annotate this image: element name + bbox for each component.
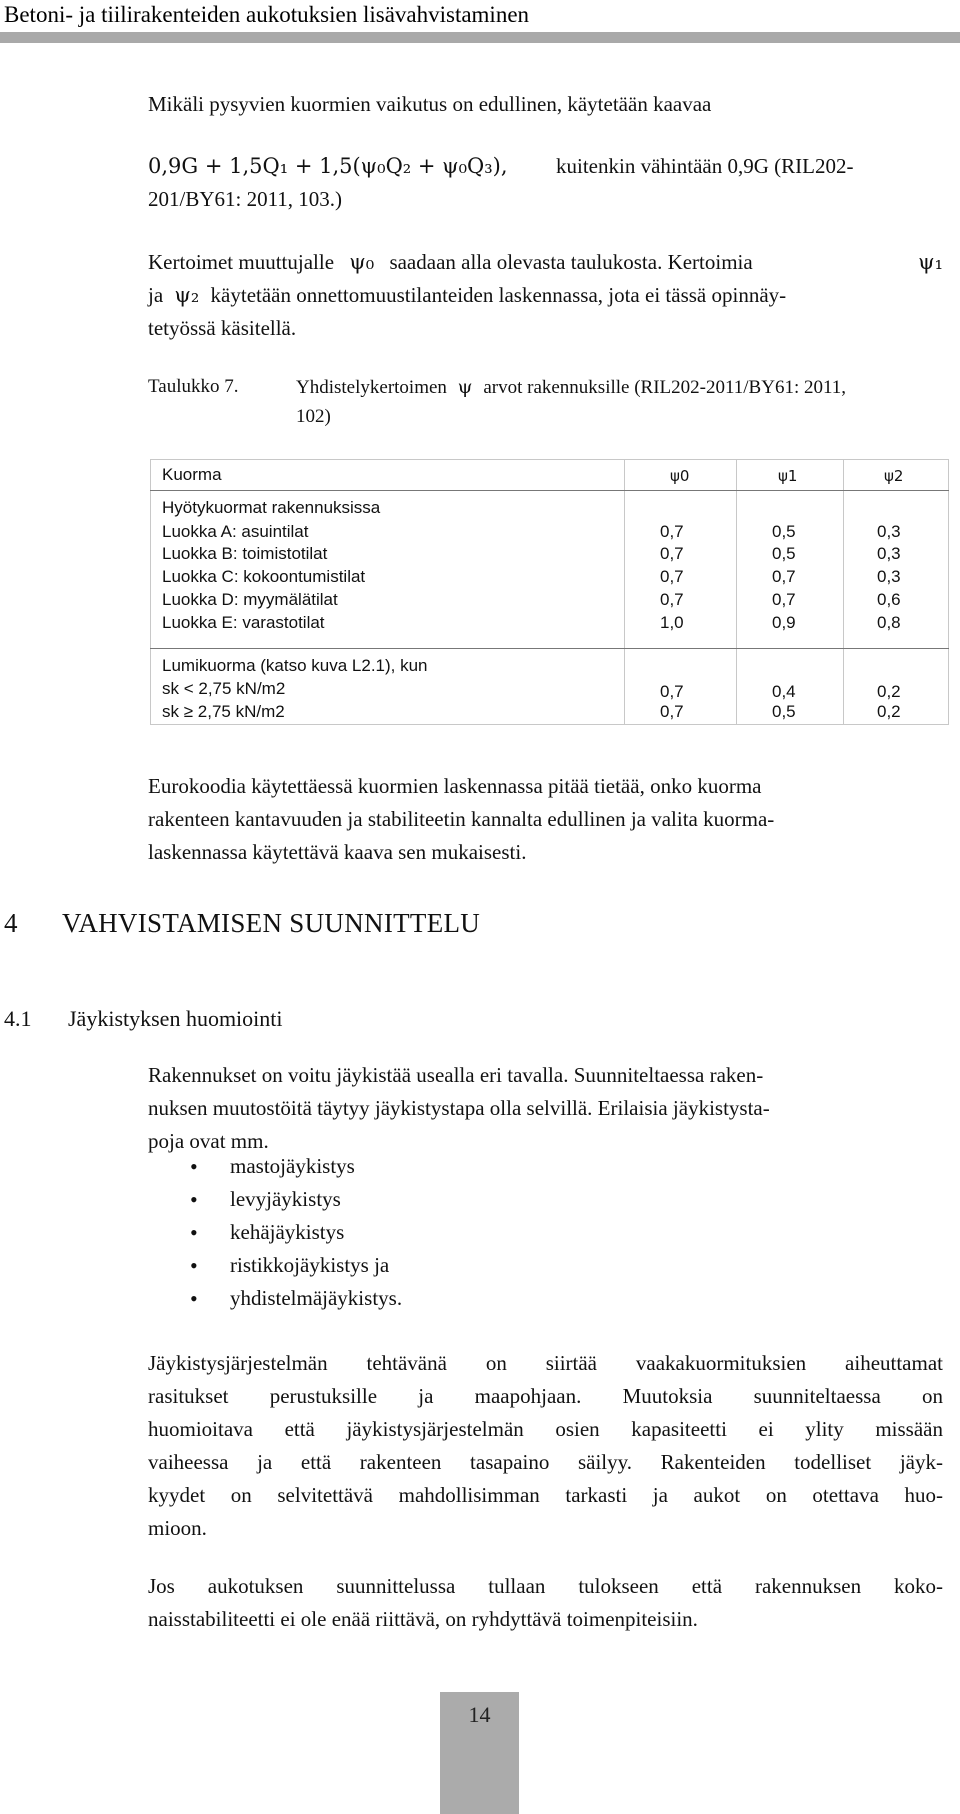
- paragraph-eurocode: [148, 770, 943, 869]
- table-cell: Luokka E: varastotilat: [162, 613, 325, 632]
- table-cell: 0,5: [772, 522, 796, 541]
- caption-fragment: Yhdistelykertoimen: [296, 377, 447, 398]
- paragraph-stability: [148, 1570, 943, 1636]
- caption-reference: 102): [296, 406, 331, 427]
- table-cell: 0,4: [772, 682, 796, 701]
- table-cell: sk ≥ 2,75 kN/m2: [162, 702, 285, 721]
- table-cell: Luokka D: myymälätilat: [162, 590, 338, 609]
- list-item: • ristikkojäykistys ja: [190, 1249, 402, 1282]
- table-header-kuorma: Kuorma: [162, 465, 222, 484]
- stiffening-types-list: [190, 1150, 402, 1315]
- table-header-psi0: ψ0: [670, 467, 690, 485]
- psi2-symbol: ψ₂: [174, 283, 200, 307]
- table-cell: 0,7: [772, 567, 796, 586]
- page-number: 14: [468, 1702, 491, 1727]
- paragraph-line: huomioitava että jäykistysjärjestelmän osien kapasiteetti ei ylity missään: [148, 1417, 943, 1441]
- table-cell: Luokka B: toimistotilat: [162, 544, 328, 563]
- paragraph-coefficients-line2: [148, 279, 943, 312]
- paragraph-line: Jos aukotuksen suunnittelussa tullaan tulokseen että rakennuksen koko-: [148, 1574, 943, 1598]
- section-heading: [4, 908, 480, 939]
- paragraph-line: vaiheessa ja että rakenteen tasapaino säilyy. Rakenteiden todelliset jäyk-: [148, 1450, 943, 1474]
- table-cell: Luokka A: asuintilat: [162, 522, 309, 541]
- table-divider: [736, 459, 737, 725]
- table-cell: 1,0: [660, 613, 684, 632]
- table-cell: 0,6: [877, 590, 901, 609]
- text-fragment: saadaan alla olevasta taulukosta. Kertoimia: [389, 250, 753, 274]
- table-cell: 0,7: [660, 544, 684, 563]
- table-cell: 0,7: [660, 567, 684, 586]
- table-group-title: Hyötykuormat rakennuksissa: [162, 498, 381, 517]
- table-divider: [843, 459, 844, 725]
- caption-fragment: arvot rakennuksille (RIL202-2011/BY61: 2011,: [483, 377, 847, 398]
- table-border: [948, 459, 949, 725]
- paragraph-line: laskennassa käytettävä kaava sen mukaisesti.: [148, 840, 527, 864]
- table-cell: 0,2: [877, 682, 901, 701]
- table-divider: [150, 490, 949, 491]
- subsection-heading: [4, 1006, 283, 1032]
- table-group-title: Lumikuorma (katso kuva L2.1), kun: [162, 656, 428, 675]
- subsection-title: Jäykistyksen huomiointi: [68, 1006, 283, 1031]
- table-border: [150, 459, 949, 460]
- section-title: VAHVISTAMISEN SUUNNITTELU: [62, 908, 481, 938]
- table-border: [150, 724, 949, 725]
- formula-line: [148, 150, 943, 183]
- table-divider: [150, 648, 949, 649]
- paragraph-line: Rakennukset on voitu jäykistää usealla eri tavalla. Suunniteltaessa raken-: [148, 1063, 764, 1087]
- table-header-psi2: ψ2: [884, 467, 904, 485]
- paragraph-line: poja ovat mm.: [148, 1129, 269, 1153]
- paragraph-intro: Mikäli pysyvien kuormien vaikutus on edullinen, käytetään kaavaa: [148, 92, 712, 116]
- table-cell: Luokka C: kokoontumistilat: [162, 567, 366, 586]
- list-item: • mastojäykistys: [190, 1150, 402, 1183]
- section-number: 4: [4, 908, 18, 938]
- text-fragment: käytetään onnettomuustilanteiden laskennassa, jota ei tässä opinnäy-: [210, 283, 787, 307]
- list-item: • kehäjäykistys: [190, 1216, 402, 1249]
- caption-label: Taulukko 7.: [148, 376, 239, 397]
- list-item: • yhdistelmäjäykistys.: [190, 1282, 402, 1315]
- paragraph-line: naisstabiliteetti ei ole enää riittävä, on ryhdyttävä toimenpiteisiin.: [148, 1607, 698, 1631]
- caption-psi-symbol: ψ: [457, 376, 473, 398]
- table-cell: 0,7: [660, 682, 684, 701]
- table-cell: 0,7: [660, 702, 684, 721]
- paragraph-line: rakenteen kantavuuden ja stabiliteetin kannalta edullinen ja valita kuorma-: [148, 807, 775, 831]
- list-item: • levyjäykistys: [190, 1183, 402, 1216]
- paragraph-line: rasitukset perustuksille ja maapohjaan. Muutoksia suunniteltaessa on: [148, 1384, 943, 1408]
- table-cell: sk < 2,75 kN/m2: [162, 679, 286, 698]
- paragraph-line: mioon.: [148, 1516, 207, 1540]
- table-cell: 0,5: [772, 544, 796, 563]
- paragraph-line: nuksen muutostöitä täytyy jäykistystapa olla selvillä. Erilaisia jäykistysta-: [148, 1096, 770, 1120]
- coefficient-table: [150, 459, 949, 725]
- page-number-box: [440, 1692, 519, 1814]
- table-cell: 0,7: [772, 590, 796, 609]
- caption-text: [296, 372, 943, 403]
- paragraph-line: Jäykistysjärjestelmän tehtävänä on siirtää vaakakuormituksien aiheuttamat: [148, 1351, 943, 1375]
- table-cell: 0,3: [877, 522, 901, 541]
- paragraph-line: kyydet on selvitettävä mahdollisimman tarkasti ja aukot on otettava huo-: [148, 1483, 943, 1507]
- table-cell: 0,5: [772, 702, 796, 721]
- table-cell: 0,3: [877, 544, 901, 563]
- header-rule: [0, 32, 960, 43]
- table-cell: 0,9: [772, 613, 796, 632]
- formula: 0,9G + 1,5Q₁ + 1,5(ψ₀Q₂ + ψ₀Q₃),: [148, 154, 508, 178]
- paragraph-coefficients-line3: tetyössä käsitellä.: [148, 316, 297, 340]
- table-cell: 0,7: [660, 590, 684, 609]
- document-header-title: Betoni- ja tiilirakenteiden aukotuksien lisävahvistaminen: [4, 2, 530, 27]
- table-header-psi1: ψ1: [778, 467, 798, 485]
- table-cell: 0,7: [660, 522, 684, 541]
- psi0-symbol: ψ₀: [349, 250, 375, 274]
- psi1-symbol: ψ₁: [918, 250, 943, 274]
- text-fragment: Kertoimet muuttujalle: [148, 250, 335, 274]
- subsection-number: 4.1: [4, 1006, 32, 1031]
- formula-reference: 201/BY61: 2011, 103.): [148, 187, 343, 211]
- table-cell: 0,8: [877, 613, 901, 632]
- paragraph-stiffening: [148, 1059, 943, 1158]
- paragraph-line: Eurokoodia käytettäessä kuormien laskennassa pitää tietää, onko kuorma: [148, 774, 762, 798]
- paragraph-stiffening-system: [148, 1347, 943, 1545]
- table-cell: 0,2: [877, 702, 901, 721]
- formula-tail: kuitenkin vähintään 0,9G (RIL202-: [556, 154, 854, 178]
- table-border: [150, 459, 151, 725]
- table-divider: [624, 459, 625, 725]
- paragraph-coefficients-line1: [148, 246, 943, 279]
- table-cell: 0,3: [877, 567, 901, 586]
- text-fragment: ja: [148, 283, 164, 307]
